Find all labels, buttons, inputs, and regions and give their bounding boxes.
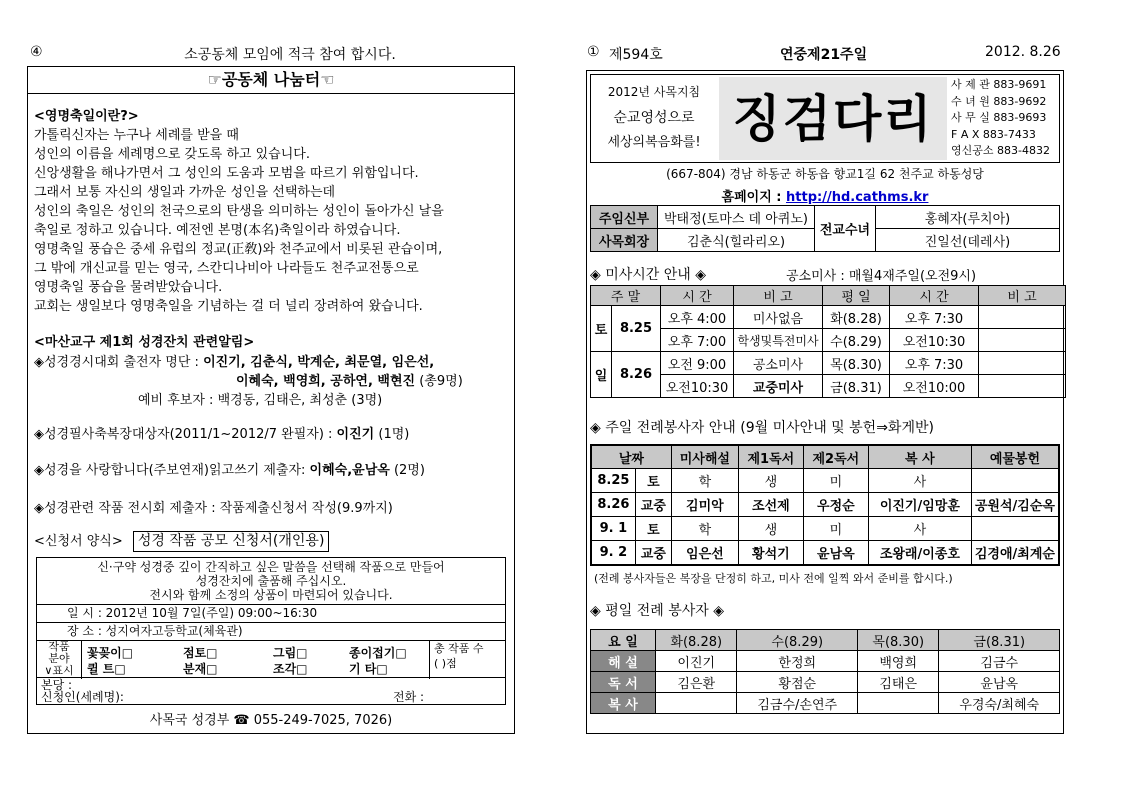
contest-count: (총9명) <box>419 374 463 389</box>
field-checkbox[interactable]: 그림□ <box>273 646 308 660</box>
server-date: 9. 1 <box>591 517 635 541</box>
feast-line: 성인의 이름을 세례명으로 갖도록 하고 있습니다. <box>34 147 310 162</box>
feast-heading: <영명축일이란?> <box>34 109 139 124</box>
feast-line: 축일로 정하고 있습니다. 예전엔 본명(本名)축일이라 하였습니다. <box>34 223 401 238</box>
fields-label-line: 분야 <box>48 652 70 665</box>
mass-header: 평 일 <box>823 286 890 306</box>
server-cell <box>971 469 1059 493</box>
staff-value: 김춘식(힐라리오) <box>658 229 815 252</box>
weekday-note <box>979 375 1066 398</box>
server-cell: 임은선 <box>671 541 738 565</box>
weekday-server: 김은환 <box>656 672 737 693</box>
mass-header: 시 간 <box>661 286 734 306</box>
contest-line <box>34 353 434 372</box>
contact-item: 사 무 실 883-9693 <box>951 111 1047 124</box>
love-label: ◈성경을 사랑합니다(주보연재)읽고쓰기 제출자: <box>34 463 306 478</box>
contest-label: ◈성경경시대회 출전자 명단 : <box>34 355 199 370</box>
liturgical-sunday: 연중제21주일 <box>780 47 868 63</box>
contact-list <box>951 77 1059 160</box>
weekday-day: 목(8.30) <box>823 352 890 375</box>
server-cell: 학 <box>671 469 738 493</box>
server-cell: 미 <box>803 517 868 541</box>
field-checkbox[interactable]: 종이접기□ <box>349 646 407 660</box>
servers-header: 미사해설 <box>671 445 738 469</box>
application-form <box>36 557 506 705</box>
server-cell: 생 <box>738 517 803 541</box>
weekday-note <box>979 329 1066 352</box>
contest-names: 이혜숙, 백영희, 공하연, 백현진 <box>236 374 416 389</box>
weekend-time: 오후 4:00 <box>661 306 734 329</box>
feast-line: 영명축일 풍습을 물려받았습니다. <box>34 280 223 295</box>
server-date: 9. 2 <box>591 541 635 565</box>
form-intro-line: 성경잔치에 출품해 주십시오. <box>195 574 347 588</box>
server-day: 교중 <box>635 541 671 565</box>
weekday-servers-header: 목(8.30) <box>857 630 938 651</box>
mass-header: 비 고 <box>979 286 1066 306</box>
form-type-label: <신청서 양식> <box>34 534 123 549</box>
field-checkbox[interactable]: 기 타□ <box>349 662 388 676</box>
weekday-time: 오전10:00 <box>890 375 979 398</box>
feast-line: 영명축일 풍습은 중세 유럽의 정교(正敎)와 천주교에서 비롯된 관습이며, <box>34 242 443 257</box>
weekday-time: 오후 7:30 <box>890 306 979 329</box>
weekday-role: 복 사 <box>591 693 656 714</box>
field-checkbox[interactable]: 꽃꽂이□ <box>87 646 134 660</box>
motto-line: 세상의복음화를! <box>607 135 701 150</box>
weekday-time: 오후 7:30 <box>890 352 979 375</box>
masthead-title: 징검다리 <box>732 89 934 148</box>
staff-value: 홍혜자(루치아) <box>876 206 1060 229</box>
mass-table <box>590 285 1066 398</box>
server-cell: 이진기/임망훈 <box>868 493 971 517</box>
form-footer: 사목국 성경부 ☎ 055-249-7025, 7026) <box>149 713 393 728</box>
homepage-label: 홈페이지 : <box>721 190 787 205</box>
form-date: 일 시 : 2012년 10월 7일(주일) 09:00~16:30 <box>37 604 505 622</box>
field-checkbox[interactable]: 퀼 트□ <box>87 662 126 676</box>
weekend-note: 교중미사 <box>734 375 823 398</box>
field-checkbox[interactable]: 점토□ <box>183 646 218 660</box>
server-date: 8.25 <box>591 469 635 493</box>
weekday-servers-header: 수(8.29) <box>737 630 858 651</box>
server-cell: 우정순 <box>803 493 868 517</box>
form-intro <box>37 560 505 602</box>
issue-date: 2012. 8.26 <box>985 44 1061 60</box>
weekday-time: 오전10:30 <box>890 329 979 352</box>
server-day: 교중 <box>635 493 671 517</box>
motto-year: 2012년 사목지침 <box>607 85 701 99</box>
weekend-note: 미사없음 <box>734 306 823 329</box>
left-page-number: ④ <box>30 44 43 60</box>
motto-line: 순교영성으로 <box>613 110 695 126</box>
weekend-time: 오전10:30 <box>661 375 734 398</box>
total-label: 총 작품 수 <box>434 642 484 655</box>
server-day: 토 <box>635 469 671 493</box>
left-page-header <box>30 44 520 64</box>
weekend-note: 학생및특전미사 <box>734 329 823 352</box>
fields-label-line: ∨표시 <box>44 664 74 677</box>
servers-note: (전례 봉사자들은 복장을 단정히 하고, 미사 전에 일찍 와서 준비를 합시다.) <box>594 572 953 585</box>
feast-line: 교회는 생일보다 영명축일을 기념하는 걸 더 널리 장려하여 왔습니다. <box>34 299 423 314</box>
server-cell: 윤남옥 <box>803 541 868 565</box>
weekday-role: 해 설 <box>591 651 656 672</box>
weekday-day: 금(8.31) <box>823 375 890 398</box>
field-checkbox[interactable]: 분재□ <box>183 662 218 676</box>
fields-label <box>37 641 82 679</box>
weekday-servers-header: 화(8.28) <box>656 630 737 651</box>
contact-item: F A X 883-7433 <box>951 127 1036 141</box>
weekday-server <box>857 693 938 714</box>
server-cell <box>971 517 1059 541</box>
weekday-role: 독 서 <box>591 672 656 693</box>
weekday-servers-header: 금(8.31) <box>939 630 1060 651</box>
weekend-note: 공소미사 <box>734 352 823 375</box>
weekend-day: 일 <box>591 352 612 398</box>
weekday-note <box>979 306 1066 329</box>
staff-value: 박태정(토마스 데 아퀴노) <box>658 206 815 229</box>
mass-heading: ◈ 미사시간 안내 ◈ <box>590 267 707 283</box>
servers-header: 날짜 <box>591 445 671 469</box>
server-cell: 사 <box>868 469 971 493</box>
award-line <box>34 425 409 444</box>
weekday-server: 윤남옥 <box>939 672 1060 693</box>
left-slogan: 소공동체 모임에 적극 참여 합시다. <box>184 47 396 63</box>
weekday-server: 백영희 <box>857 651 938 672</box>
total-count-box <box>429 641 510 679</box>
phone-label: 전화 : <box>393 690 425 704</box>
server-cell: 미 <box>803 469 868 493</box>
servers-header: 예물봉헌 <box>971 445 1059 469</box>
love-line <box>34 461 425 480</box>
weekend-time: 오전 9:00 <box>661 352 734 375</box>
server-cell: 조선제 <box>738 493 803 517</box>
feast-line: 그 밖에 개신교를 믿는 영국, 스칸디나비아 나라들도 천주교전통으로 <box>34 261 419 276</box>
form-intro-line: 전시와 함께 소정의 상품이 마련되어 있습니다. <box>149 588 393 602</box>
staff-label: 사목회장 <box>591 229 658 252</box>
form-fields-row <box>37 640 505 678</box>
weekend-day: 토 <box>591 306 612 352</box>
weekend-date: 8.26 <box>612 352 661 398</box>
total-unit: ( )점 <box>434 657 457 670</box>
server-cell: 사 <box>868 517 971 541</box>
form-type-title: 성경 작품 공모 신청서(개인용) <box>133 531 330 552</box>
servers-header: 제2독서 <box>803 445 868 469</box>
masthead-logo-bg <box>719 77 947 160</box>
weekday-server: 이진기 <box>656 651 737 672</box>
weekday-day: 화(8.28) <box>823 306 890 329</box>
feast-line: 그래서 보통 자신의 생일과 가까운 성인을 선택하는데 <box>34 185 336 200</box>
contest-names: 이진기, 김춘식, 박계순, 최문열, 임은선, <box>203 355 435 370</box>
weekend-time: 오후 7:00 <box>661 329 734 352</box>
masthead <box>590 74 1060 163</box>
mass-header: 비 고 <box>734 286 823 306</box>
staff-table <box>590 205 1060 252</box>
contact-item: 영신공소 883-4832 <box>951 144 1050 157</box>
award-name: 이진기 <box>336 427 375 442</box>
alternates-line: 예비 후보자 : 백경동, 김태은, 최성춘 (3명) <box>138 393 383 408</box>
form-intro-line: 신·구약 성경중 깊이 간직하고 싶은 말씀을 선택해 작품으로 만들어 <box>97 560 445 574</box>
homepage-link[interactable]: http://hd.cathms.kr <box>786 190 929 205</box>
staff-mid-label: 전교수녀 <box>815 206 876 252</box>
weekend-date: 8.25 <box>612 306 661 352</box>
contact-item: 사 제 관 883-9691 <box>951 78 1047 91</box>
homepage-line <box>590 186 1060 205</box>
fields-label-line: 작품 <box>48 640 70 653</box>
weekday-servers-table <box>590 629 1060 714</box>
address: (667-804) 경남 하동군 하동읍 향교1길 62 천주교 하동성당 <box>666 167 984 181</box>
mass-header: 주 말 <box>591 286 661 306</box>
bible-heading: <마산교구 제1회 성경잔치 관련알림> <box>34 335 255 350</box>
server-cell: 학 <box>671 517 738 541</box>
form-type-line <box>34 531 329 552</box>
gongso-note: 공소미사 : 매월4재주일(오전9시) <box>786 269 977 284</box>
weekday-server: 김금수 <box>939 651 1060 672</box>
server-cell: 공원석/김순옥 <box>971 493 1059 517</box>
sunday-servers-table <box>590 444 1060 566</box>
contact-item: 수 녀 원 883-9692 <box>951 94 1047 108</box>
server-cell: 조왕래/이종호 <box>868 541 971 565</box>
server-date: 8.26 <box>591 493 635 517</box>
field-checkbox[interactable]: 조각□ <box>273 662 308 676</box>
server-cell: 생 <box>738 469 803 493</box>
feast-line: 가톨릭신자는 누구나 세례를 받을 때 <box>34 128 239 143</box>
parish-line: 본당 : <box>41 678 73 692</box>
feast-line: 신앙생활을 해나가면서 그 성인의 도움과 모범을 따르기 위함입니다. <box>34 166 419 181</box>
award-count: (1명) <box>378 427 410 442</box>
right-page-header <box>585 44 1065 64</box>
weekday-day: 수(8.29) <box>823 329 890 352</box>
applicant-line <box>37 691 505 704</box>
community-section <box>27 66 515 734</box>
applicant-label: 신청인(세례명): <box>41 690 124 704</box>
weekday-server: 김태은 <box>857 672 938 693</box>
form-place: 장 소 : 성지여자고등학교(체육관) <box>37 622 505 640</box>
staff-label: 주임신부 <box>591 206 658 229</box>
weekday-server: 한정희 <box>737 651 858 672</box>
weekday-server <box>656 693 737 714</box>
love-count: (2명) <box>393 463 425 478</box>
weekday-server: 김금수/손연주 <box>737 693 858 714</box>
weekday-server: 황점순 <box>737 672 858 693</box>
weekday-server: 우경숙/최혜숙 <box>939 693 1060 714</box>
staff-value: 진일선(데레사) <box>876 229 1060 252</box>
love-names: 이혜숙,윤남옥 <box>309 463 390 478</box>
right-page-number: ① <box>587 44 600 60</box>
weekday-servers-heading: ◈ 평일 전례 봉사자 ◈ <box>590 603 725 619</box>
feast-line: 성인의 축일은 성인의 천국으로의 탄생을 의미하는 성인이 돌아가신 날을 <box>34 204 444 219</box>
exhibit-line: ◈성경관련 작품 전시회 제출자 : 작품제출신청서 작성(9.9까지) <box>34 501 393 516</box>
community-title: ☞공동체 나눔터☜ <box>28 67 514 94</box>
issue-number: 제594호 <box>609 47 663 63</box>
weekday-note <box>979 352 1066 375</box>
mass-header: 시 간 <box>890 286 979 306</box>
award-label: ◈성경필사축복장대상자(2011/1~2012/7 완필자) : <box>34 427 333 442</box>
servers-header: 복 사 <box>868 445 971 469</box>
contest-line-2 <box>236 372 463 391</box>
weekday-servers-header: 요 일 <box>591 630 656 651</box>
server-cell: 김경애/최계순 <box>971 541 1059 565</box>
server-day: 토 <box>635 517 671 541</box>
sunday-servers-heading: ◈ 주일 전례봉사자 안내 (9월 미사안내 및 봉헌⇒화게반) <box>590 420 934 436</box>
server-cell: 김미악 <box>671 493 738 517</box>
servers-header: 제1독서 <box>738 445 803 469</box>
server-cell: 황석기 <box>738 541 803 565</box>
